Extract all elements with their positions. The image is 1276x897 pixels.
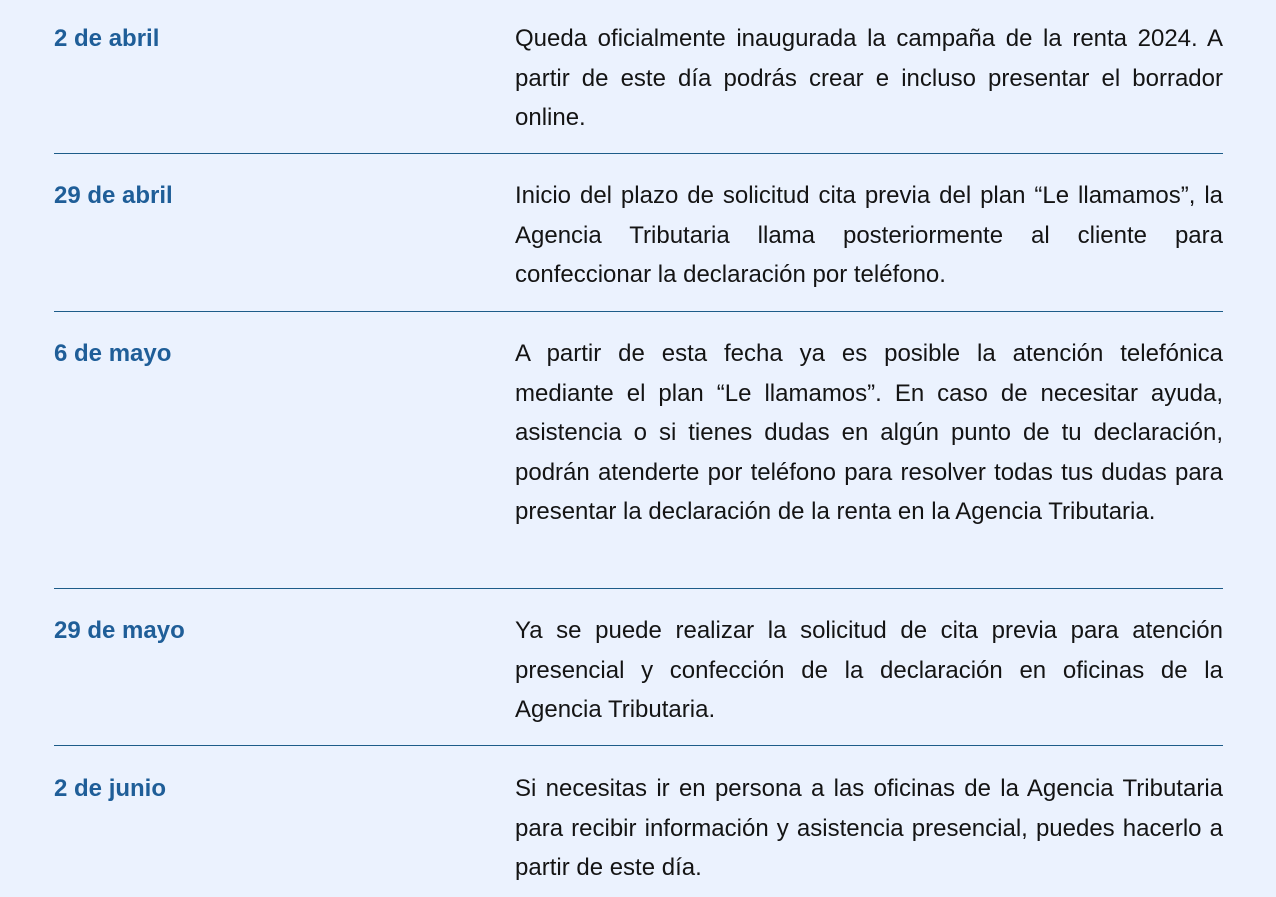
entry-description: Inicio del plazo de solicitud cita previa del plan “Le llamamos”, la Agencia Tributaria llama posteriormente al cliente para confeccionar la declaración por teléfono. bbox=[515, 182, 1223, 288]
entry-description: A partir de esta fecha ya es posible la atención telefónica mediante el plan “Le llamamos”. En caso de necesitar ayuda, asistencia o si tienes dudas en algún punto de tu declaración, podrán atenderte por teléfono para resolver todas tus dudas para presentar la declaración de la renta en la Agencia Tributaria. bbox=[515, 340, 1223, 525]
entry-description: Queda oficialmente inaugurada la campaña de la renta 2024. A partir de este día podrás crear e incluso presentar el borrador online. bbox=[515, 25, 1223, 131]
divider bbox=[54, 745, 1223, 746]
divider bbox=[54, 588, 1223, 589]
entry-date: 6 de mayo bbox=[54, 340, 172, 367]
entry-date: 2 de junio bbox=[54, 775, 167, 802]
divider bbox=[54, 311, 1223, 312]
entry-description: Ya se puede realizar la solicitud de cita previa para atención presencial y confección de la declaración en oficinas de la Agencia Tributaria. bbox=[515, 617, 1223, 723]
entry-date: 2 de abril bbox=[54, 25, 160, 52]
entry-description: Si necesitas ir en persona a las oficinas de la Agencia Tributaria para recibir información y asistencia presencial, puedes hacerlo a partir de este día. bbox=[515, 775, 1223, 881]
divider bbox=[54, 153, 1223, 154]
entry-date: 29 de mayo bbox=[54, 617, 185, 644]
entry-date: 29 de abril bbox=[54, 182, 173, 209]
